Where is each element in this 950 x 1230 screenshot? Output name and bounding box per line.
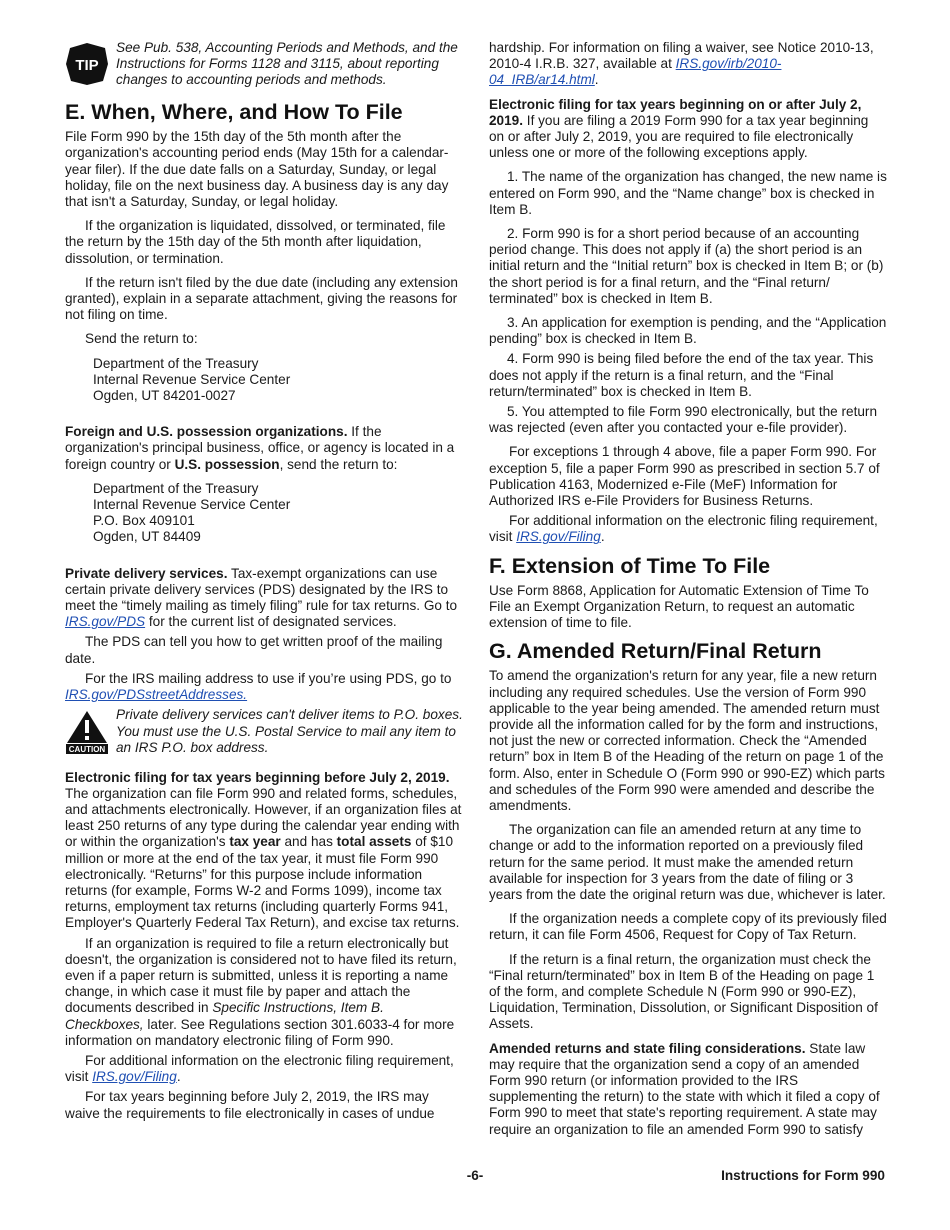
efile-before-paragraph bbox=[65, 770, 465, 932]
exception-item: 1. The name of the organization has changed, the new name is entered on Form 990, and the “Name change” box is checked in Item B. bbox=[489, 169, 887, 217]
section-e-paragraph: File Form 990 by the 15th day of the 5th month after the organization's accounting period ends (May 15th for a calendar-year filer). If the due date falls on a Saturday, Sunday, or legal holiday, file on the next business day. A business day is any day that isn't a Saturday, Sunday, or legal holiday. bbox=[65, 129, 449, 210]
section-g-paragraph: To amend the organization's return for any year, file a new return including any required schedules. Use the version of Form 990 applicable to the year being amended. The amended return must provide all the information called for by the form and instructions, not just the new or corrected information. Check the “Amended return” box in Item B of the Heading of the return on page 1 of the form. Also, enter in Schedule O (Form 990 or 990-EZ) which parts and schedules of the Form 990 were amended and describe the amendments. bbox=[489, 668, 885, 813]
text-run: later. See Regulations section 301.6033-4 for more information on mandatory electronic filing of Form 990. bbox=[65, 1016, 455, 1048]
efile-after-paragraph bbox=[489, 97, 887, 162]
section-g-paragraph: If the organization needs a complete copy of its previously filed return, it can file Form 4506, Request for Copy of Tax Return. bbox=[489, 911, 887, 943]
link[interactable]: IRS.gov/PDSstreetAddresses. bbox=[65, 687, 248, 703]
section-e-paragraph: If the organization is liquidated, dissolved, or terminated, file the return by the 15th day of the 5th month after liquidation, dissolution, or termination. bbox=[65, 218, 446, 266]
additional-info-paragraph bbox=[489, 513, 887, 545]
bold-run: tax year bbox=[229, 834, 281, 850]
efile-required-paragraph bbox=[65, 936, 465, 1049]
section-f-heading: F. Extension of Time To File bbox=[489, 553, 771, 578]
address-line: Internal Revenue Service Center bbox=[93, 497, 291, 513]
text-run: State law may require that the organization send a copy of an amended Form 990 return (or information provided to the IRS supplementing the return) to the state with which it filed a copy of Form 990 to meet that state's reporting requirement. A state may require an organization to file an amended Form 990 to satisfy bbox=[489, 1040, 880, 1137]
state-filing-paragraph bbox=[489, 1041, 887, 1138]
foreign-organizations-paragraph bbox=[65, 424, 465, 473]
bold-run: total assets bbox=[336, 834, 412, 850]
text-run: For additional information on the electronic filing requirement, visit bbox=[65, 1052, 454, 1085]
exceptions-paragraph: For exceptions 1 through 4 above, file a paper Form 990. For exception 5, file a paper Form 990 as prescribed in section 5.7 of Publication 4163, Modernized e-File (MeF) Information for Authorized IRS e-File Providers for Business Returns. bbox=[489, 444, 880, 509]
efile-info-paragraph bbox=[65, 1053, 465, 1085]
right-column bbox=[489, 40, 887, 1138]
section-g-paragraph: The organization can file an amended return at any time to change or add to the information reported on a previously filed return for the same period. It must make the amended return available for inspection for 3 years from the date of filing or 3 years from the date the original return was due, whichever is later. bbox=[489, 822, 886, 902]
address-line: Ogden, UT 84409 bbox=[93, 529, 201, 545]
text-run: for the current list of designated services. bbox=[145, 614, 397, 630]
text-run: See Pub. 538, Accounting Periods and Methods, and the Instructions for Forms 1128 and 3115, about reporting changes to accounting periods and methods. bbox=[116, 40, 458, 88]
section-g-paragraph: If the return is a final return, the organization must check the “Final return/terminated” box in Item B of the Heading on page 1 of the form, and complete Schedule N (Form 990 or 990-EZ), Liquidation, Termination, Dissolution, or Significant Disposition of Assets. bbox=[489, 951, 878, 1032]
text-run: The organization can file Form 990 and related forms, schedules, and attachments electronically. However, if an organization files at least 250 returns of any type during the calendar year ending with or within the organization's bbox=[65, 785, 462, 850]
text-run: Tax-exempt organizations can use certain private delivery services (PDS) designated by the IRS to meet the “timely mailing as timely filing” rule for tax returns. Go to bbox=[65, 565, 458, 614]
bold-run: Private delivery services. bbox=[65, 565, 228, 581]
pds-address-paragraph bbox=[65, 671, 465, 703]
link[interactable]: IRS.gov/irb/2010-04_IRB/ar14.html bbox=[489, 56, 782, 88]
foreign-mailing-address bbox=[65, 481, 465, 546]
tip-icon bbox=[65, 42, 110, 90]
pds-proof-paragraph: The PDS can tell you how to get written proof of the mailing date. bbox=[65, 634, 443, 666]
text-run: . bbox=[600, 529, 605, 545]
address-line: P.O. Box 409101 bbox=[93, 513, 195, 529]
text-run: hardship. For information on filing a waiver, see Notice 2010-13, 2010-4 I.R.B. 327, available at bbox=[489, 40, 874, 72]
exception-item: 4. Form 990 is being filed before the end of the tax year. This does not apply if the return is a final return, and the “Final return/terminated” box is checked in Item B. bbox=[489, 351, 874, 399]
link[interactable]: IRS.gov/Filing bbox=[92, 1069, 177, 1085]
section-e-paragraph: If the return isn't filed by the due date (including any extension granted), explain in a separate attachment, giving the reasons for not filing on time. bbox=[65, 274, 458, 323]
text-run: For the IRS mailing address to use if you’re using PDS, go to bbox=[85, 670, 452, 686]
address-line: Department of the Treasury bbox=[93, 480, 259, 496]
address-line: Ogden, UT 84201-0027 bbox=[93, 388, 236, 404]
text-run: , send the return to: bbox=[279, 456, 398, 472]
text-run: . bbox=[176, 1069, 181, 1085]
efile-waiver-paragraph: For tax years beginning before July 2, 2019, the IRS may waive the requirements to file electronically in cases of undue bbox=[65, 1089, 435, 1121]
link[interactable]: IRS.gov/PDS bbox=[65, 614, 146, 630]
bold-run: Electronic filing for tax years beginning before July 2, 2019. bbox=[65, 769, 450, 785]
tip-text bbox=[110, 40, 465, 89]
bold-run: Amended returns and state filing considerations. bbox=[489, 1040, 806, 1056]
address-line: Internal Revenue Service Center bbox=[93, 371, 291, 387]
caution-icon bbox=[65, 709, 110, 759]
svg-text:CAUTION: CAUTION bbox=[68, 745, 106, 755]
caution-note bbox=[65, 707, 465, 759]
text-run: and has bbox=[280, 834, 337, 850]
section-e-heading: E. When, Where, and How To File bbox=[65, 100, 403, 125]
bold-run: Foreign and U.S. possession organizations. bbox=[65, 424, 348, 440]
bold-run: Electronic filing for tax years beginning on or after July 2, 2019. bbox=[489, 96, 862, 128]
text-run: For additional information on the electronic filing requirement, visit bbox=[489, 513, 878, 545]
private-delivery-paragraph bbox=[65, 566, 465, 631]
text-run: of $10 million or more at the end of the tax year, it must file Form 990 electronically. “Returns” for this purpose include information returns (for example, Forms W-2 and Forms 1099), income tax returns, employment tax returns (including quarterly Forms 941, Employer's Quarterly Federal Tax Return), and excise tax returns. bbox=[65, 834, 460, 931]
page-number: -6- bbox=[466, 1168, 484, 1183]
exception-item: 5. You attempted to file Form 990 electronically, but the return was rejected (even after you contacted your e-file provider). bbox=[489, 404, 878, 436]
text-run: If the organization's principal business, office, or agency is located in a foreign country or bbox=[65, 424, 455, 472]
waiver-continuation-paragraph bbox=[489, 40, 887, 89]
mailing-address bbox=[65, 356, 465, 405]
text-run: . bbox=[594, 72, 599, 88]
page-footer bbox=[0, 1168, 950, 1188]
section-f-paragraph: Use Form 8868, Application for Automatic Extension of Time To File an Exempt Organization Return, to request an automatic extension of time to file. bbox=[489, 582, 869, 631]
section-g-heading: G. Amended Return/Final Return bbox=[489, 639, 822, 664]
form-title: Instructions for Form 990 bbox=[721, 1168, 885, 1183]
tip-note bbox=[65, 40, 465, 90]
text-run: If an organization is required to file a return electronically but doesn't, the organization is considered not to have filed its return, even if a paper return is submitted, unless it is reporting a name change, in which case it must file by paper and attach the documents described in bbox=[65, 935, 457, 1016]
text-run: If you are filing a 2019 Form 990 for a tax year beginning on or after July 2, 2019, you are required to file electronically unless one or more of the following exceptions apply. bbox=[489, 112, 869, 161]
exception-item: 2. Form 990 is for a short period because of an accounting period change. This does not apply if (a) the short period is an initial return and the “Initial return” box is checked in Item B; or (b) the short period is for a final return, and the “Final return/ terminated” box is checked in Item B. bbox=[489, 226, 884, 306]
address-line: Department of the Treasury bbox=[93, 355, 259, 371]
caution-text: Private delivery services can't deliver items to P.O. boxes. You must use the U.S. Postal Service to mail any item to an IRS P.O. box address. bbox=[116, 707, 463, 755]
exception-item: 3. An application for exemption is pending, and the “Application pending” box is checked in Item B. bbox=[489, 315, 887, 347]
bold-run: U.S. possession bbox=[174, 456, 280, 472]
section-e-paragraph: Send the return to: bbox=[85, 331, 198, 347]
left-column bbox=[65, 40, 465, 1122]
link[interactable]: IRS.gov/Filing bbox=[516, 529, 601, 545]
svg-text:TIP: TIP bbox=[75, 57, 99, 74]
italic-run: Specific Instructions, Item B. Checkboxes, bbox=[65, 1000, 384, 1032]
